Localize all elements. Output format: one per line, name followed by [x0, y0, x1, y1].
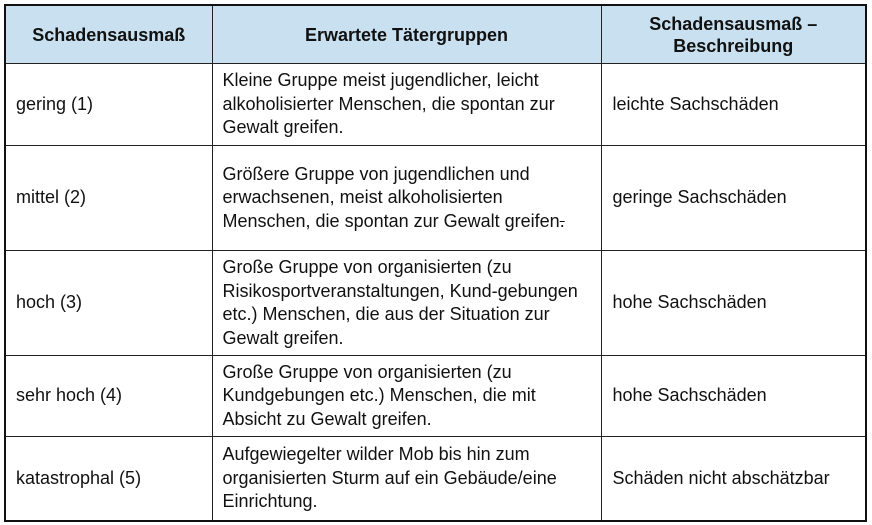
- cell-level: katastrophal (5): [5, 437, 212, 522]
- cell-level: gering (1): [5, 64, 212, 146]
- cell-level: sehr hoch (4): [5, 356, 212, 437]
- table-row: [5, 64, 866, 146]
- cell-description: hohe Sachschäden: [601, 251, 866, 356]
- cell-groups-text: Größere Gruppe von jugendlichen und erwachsenen, meist alkoholisierten Menschen, die spontan zur Gewalt greifen: [222, 163, 560, 231]
- cell-groups: [212, 146, 601, 251]
- cell-groups: Aufgewiegelter wilder Mob bis hin zum organisierten Sturm auf ein Gebäude/eine Einrichtung.: [212, 437, 601, 522]
- cell-level: hoch (3): [5, 251, 212, 356]
- cell-description: geringe Sachschäden: [601, 146, 866, 251]
- table-row: [5, 146, 866, 251]
- header-line-2: Beschreibung: [673, 35, 794, 56]
- table-header-row: [5, 5, 866, 64]
- cell-level: mittel (2): [5, 146, 212, 251]
- cell-description: hohe Sachschäden: [601, 356, 866, 437]
- header-expected-offender-groups: Erwartete Tätergruppen: [212, 5, 601, 64]
- table-row: [5, 251, 866, 356]
- header-damage-level: Schadensausmaß: [5, 5, 212, 64]
- header-damage-description: [601, 5, 866, 64]
- table-row: [5, 437, 866, 522]
- cell-description: leichte Sachschäden: [601, 64, 866, 146]
- header-line-1: Schadensausmaß –: [649, 13, 818, 34]
- document-page: [4, 4, 867, 522]
- cell-description: Schäden nicht abschätzbar: [601, 437, 866, 522]
- cell-groups: Kleine Gruppe meist jugendlicher, leicht alkoholisierter Menschen, die spontan zur Gewalt greifen.: [212, 64, 601, 146]
- cell-groups: Große Gruppe von organisierten (zu Risikosportveranstaltungen, Kund-gebungen etc.) Menschen, die aus der Situation zur Gewalt greifen.: [212, 251, 601, 356]
- damage-level-table: [4, 4, 867, 522]
- table-row: [5, 356, 866, 437]
- struck-period: .: [559, 210, 565, 231]
- cell-groups: Große Gruppe von organisierten (zu Kundgebungen etc.) Menschen, die mit Absicht zu Gewalt greifen.: [212, 356, 601, 437]
